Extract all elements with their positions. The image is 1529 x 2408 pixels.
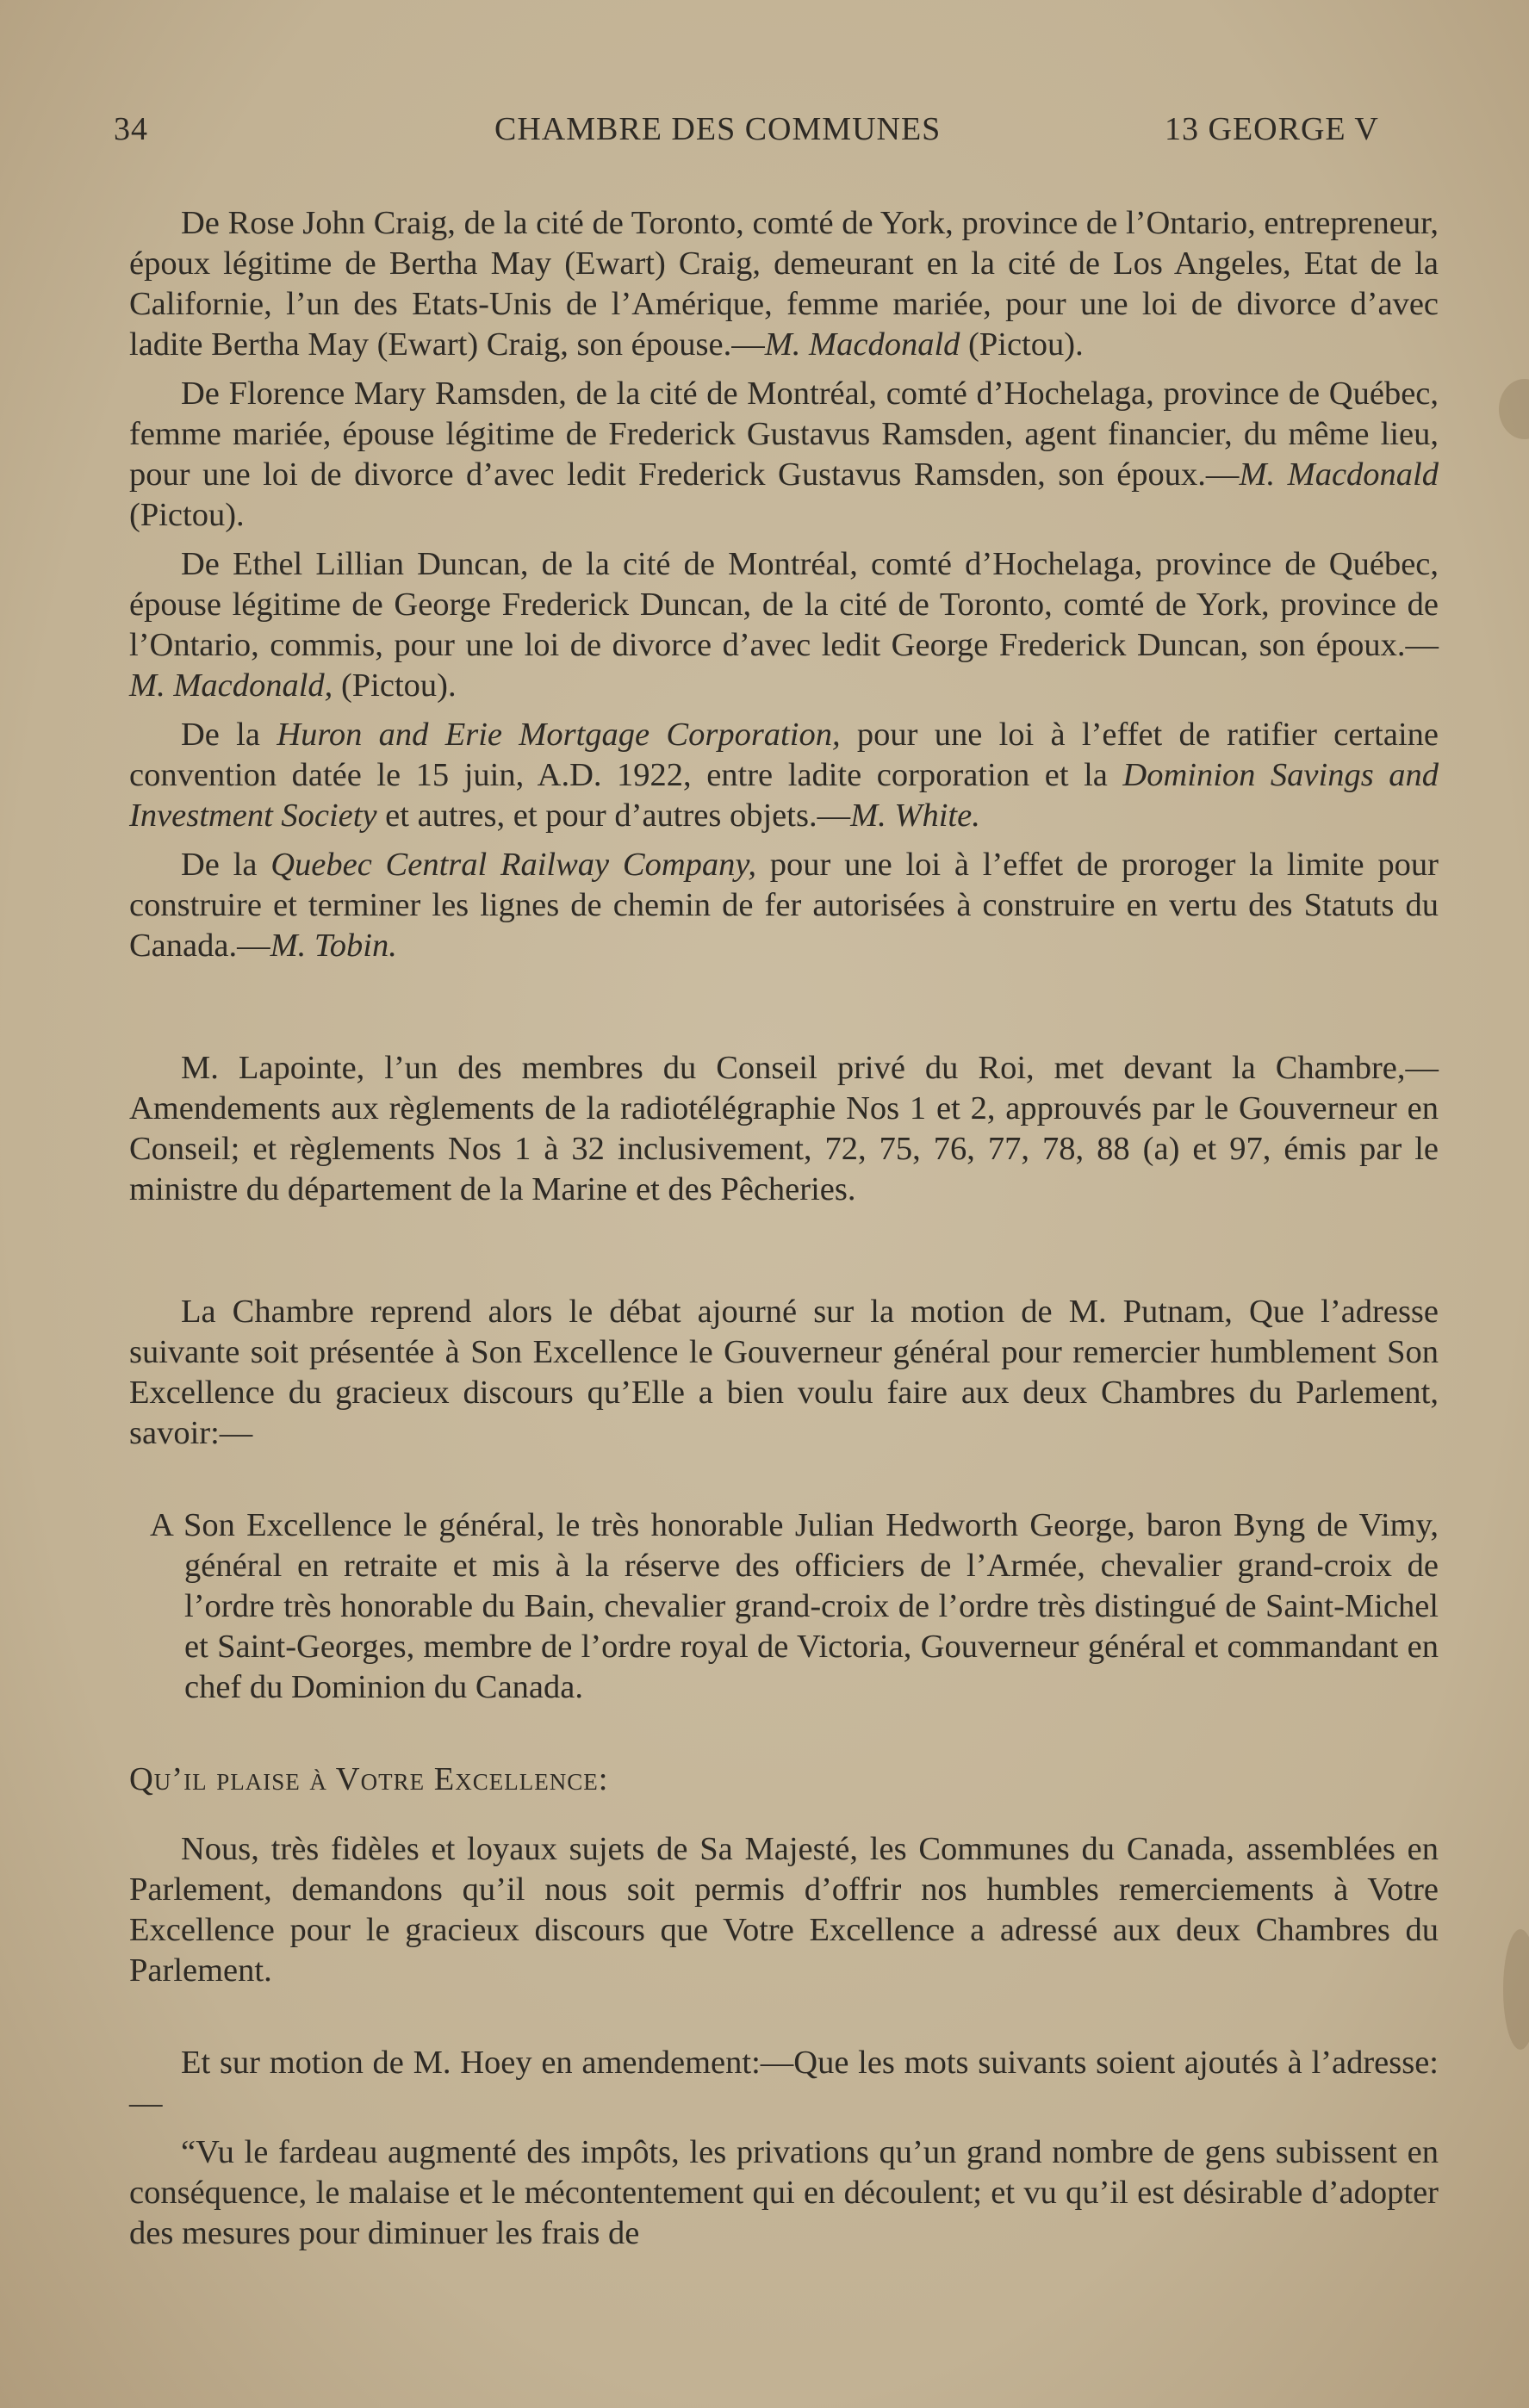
petition-paragraph: De la Huron and Erie Mortgage Corporation, pour une loi à l’effet de ratifier certaine convention datée le 15 juin, A.D. 1922, entre ladite corporation et la Dominion Savings and Investment Society et autres, et pour d’autres objets.—M. White.: [129, 717, 1439, 834]
company-name: Huron and Erie Mortgage Corporation,: [277, 717, 841, 753]
petition-paragraph: De Ethel Lillian Duncan, de la cité de Montréal, comté d’Hochelaga, province de Québec, épouse légitime de George Frederick Duncan, de la cité de Toronto, comté de York, province de l’Ontario, commis, pour une loi de divorce d’avec ledit George Frederick Duncan, son époux.—M. Macdonald, (Pictou).: [129, 546, 1439, 704]
page-body: [129, 203, 1439, 2254]
running-header: [0, 110, 1529, 162]
lapointe-paragraph: M. Lapointe, l’un des membres du Conseil privé du Roi, met devant la Chambre,—Amendements aux règlements de la radiotélégraphie Nos 1 et 2, approuvés par le Gouverneur en Conseil; et règlements Nos 1 à 32 inclusivement, 72, 75, 76, 77, 78, 88 (a) et 97, émis par le ministre du département de la Marine et des Pêcheries.: [129, 1050, 1439, 1207]
petition-paragraph: De la Quebec Central Railway Company, pour une loi à l’effet de proroger la limite pour construire et terminer les lignes de chemin de fer autorisées à construire en vertu des Statuts du Canada.—M. Tobin.: [129, 847, 1439, 964]
debate-paragraph: La Chambre reprend alors le débat ajourné sur la motion de M. Putnam, Que l’adresse suivante soit présentée à Son Excellence le Gouverneur général pour remercier humblement Son Excellence du gracieux discours qu’Elle a bien voulu faire aux deux Chambres du Parlement, savoir:—: [129, 1294, 1439, 1451]
member-name: M. Tobin.: [270, 928, 397, 964]
stain-mark: [1499, 379, 1529, 439]
quoted-amendment: “Vu le fardeau augmenté des impôts, les privations qu’un grand nombre de gens subissent en conséquence, le malaise et le mécontentement qui en découlent; et vu qu’il est désirable d’adopter des mesures pour diminuer les frais de: [129, 2134, 1439, 2251]
header-title: CHAMBRE DES COMMUNES: [494, 111, 942, 147]
member-name: M. Macdonald,: [129, 667, 333, 704]
address-paragraph: A Son Excellence le général, le très honorable Julian Hedworth George, baron Byng de Vimy, général en retraite et mis à la réserve des officiers de l’Armée, chevalier grand-croix de l’ordre très honorable du Bain, chevalier grand-croix de l’ordre très distingué de Saint-Michel et Saint-Georges, membre de l’ordre royal de Victoria, Gouverneur général et commandant en chef du Dominion du Canada.: [150, 1507, 1439, 1705]
regnal-year: 13 GEORGE V: [1165, 111, 1379, 147]
stain-mark: [1503, 1929, 1529, 2050]
member-name: M. White.: [850, 797, 980, 834]
reply-paragraph: Nous, très fidèles et loyaux sujets de Sa Majesté, les Communes du Canada, assemblées en Parlement, demandons qu’il nous soit permis d’offrir nos humbles remerciements à Votre Excellence pour le gracieux discours que Votre Excellence a adressé aux deux Chambres du Parlement.: [129, 1831, 1439, 1989]
salutation: Qu’il plaise à Votre Excellence:: [129, 1761, 609, 1797]
company-name: Quebec Central Railway Company,: [270, 847, 756, 883]
company-name: Dominion Savings and Investment Society: [129, 757, 1439, 834]
petition-paragraph: De Rose John Craig, de la cité de Toronto, comté de York, province de l’Ontario, entrepreneur, époux légitime de Bertha May (Ewart) Craig, demeurant en la cité de Los Angeles, Etat de la Californie, l’un des Etats-Unis de l’Amérique, femme mariée, pour une loi de divorce d’avec ladite Bertha May (Ewart) Craig, son épouse.—M. Macdonald (Pictou).: [129, 205, 1439, 363]
petition-paragraph: De Florence Mary Ramsden, de la cité de Montréal, comté d’Hochelaga, province de Québec, femme mariée, épouse légitime de Frederick Gustavus Ramsden, agent financier, du même lieu, pour une loi de divorce d’avec ledit Frederick Gustavus Ramsden, son époux.—M. Macdonald (Pictou).: [129, 375, 1439, 533]
member-name: M. Macdonald: [1239, 456, 1439, 493]
page-number: 34: [114, 111, 148, 147]
member-name: M. Macdonald: [764, 326, 960, 363]
hoey-paragraph: Et sur motion de M. Hoey en amendement:—Que les mots suivants soient ajoutés à l’adresse:—: [129, 2045, 1439, 2121]
